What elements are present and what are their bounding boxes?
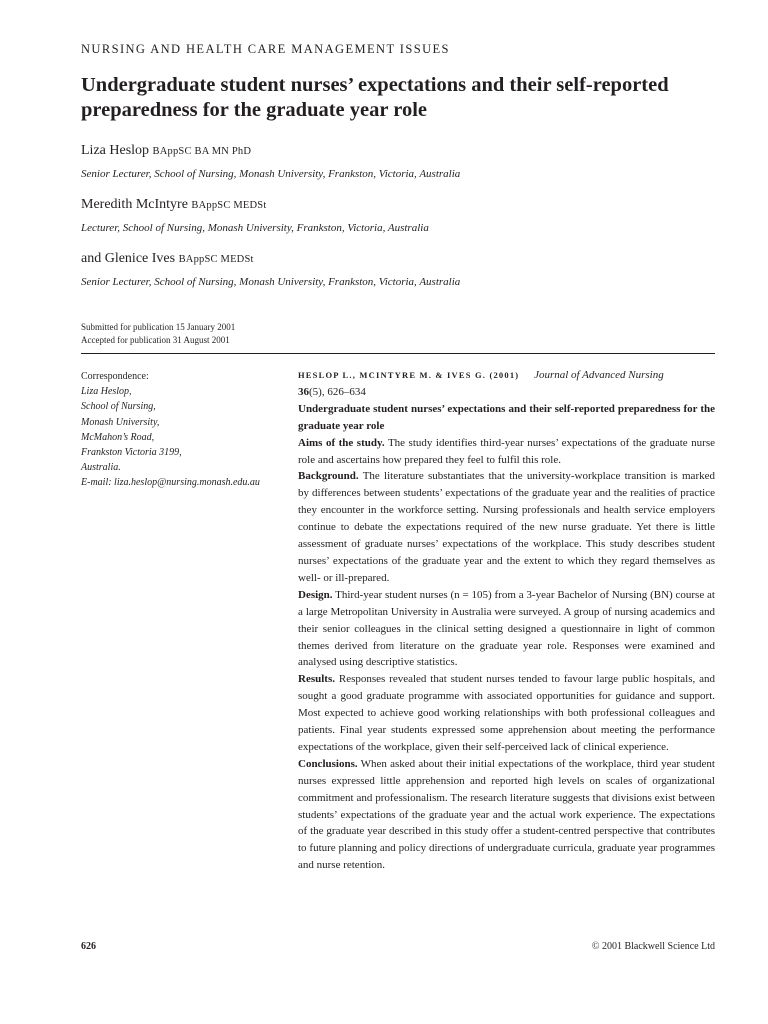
abstract bbox=[298, 367, 715, 874]
author-name: Meredith McIntyre bbox=[81, 197, 188, 212]
accepted-date: Accepted for publication 31 August 2001 bbox=[81, 335, 230, 345]
author-block bbox=[81, 142, 721, 181]
divider bbox=[81, 353, 715, 354]
section-heading: Aims of the study. bbox=[298, 436, 385, 449]
correspondence-block bbox=[81, 369, 260, 491]
author-name: and Glenice Ives bbox=[81, 251, 176, 266]
author-degrees: BAppSC MEDSt bbox=[178, 254, 254, 265]
page-number: 626 bbox=[81, 941, 96, 952]
abstract-section-background bbox=[298, 468, 715, 586]
abstract-title: Undergraduate student nurses’ expectations and their self-reported preparedness for the graduate year role bbox=[298, 402, 715, 432]
correspondence-line: McMahon’s Road, bbox=[81, 431, 155, 443]
author-affiliation: Senior Lecturer, School of Nursing, Monash University, Frankston, Victoria, Australia bbox=[81, 168, 461, 180]
author-name: Liza Heslop bbox=[81, 143, 150, 158]
correspondence-email[interactable]: E-mail: liza.heslop@nursing.monash.edu.au bbox=[81, 477, 260, 489]
abstract-section-aims bbox=[298, 435, 715, 469]
section-text: The study identifies third-year nurses’ expectations of the graduate nurse role and ascertains how prepared they feel to fulfil this role. bbox=[298, 436, 715, 466]
correspondence-line: School of Nursing, bbox=[81, 401, 156, 413]
section-text: When asked about their initial expectations of the workplace, third year student nurses expressed little apprehension and reported high levels on scales of organizational commitment and professionalism. The research literature suggests that divisions exist between students’ expectations of the graduate year and the actual work experience. The expectations of the graduate year described in this study offer a student-centred perspective that contributes to future planning and policy directions of undergraduate curricula, graduate year programmes and nurse retention. bbox=[298, 757, 715, 872]
author-affiliation: Senior Lecturer, School of Nursing, Monash University, Frankston, Victoria, Australia bbox=[81, 276, 461, 288]
author-affiliation: Lecturer, School of Nursing, Monash University, Frankston, Victoria, Australia bbox=[81, 222, 429, 234]
author-degrees: BAppSC BA MN PhD bbox=[152, 146, 252, 157]
author-block bbox=[81, 250, 721, 289]
citation-issue-pages: (5), 626–634 bbox=[309, 385, 366, 398]
section-heading: Results. bbox=[298, 673, 335, 686]
section-heading: Conclusions. bbox=[298, 757, 358, 770]
abstract-section-conclusions bbox=[298, 756, 715, 874]
correspondence-heading: Correspondence: bbox=[81, 371, 149, 382]
submitted-date: Submitted for publication 15 January 2001 bbox=[81, 322, 236, 332]
section-text: Third-year student nurses (n = 105) from a 3-year Bachelor of Nursing (BN) course at a large Metropolitan University in Australia were surveyed. A group of nursing academics and their senior colleagues in the clinical setting designed a questionnaire in light of common themes derived from literature on the graduate year role. Responses were examined and analysed using descriptive statistics. bbox=[298, 588, 715, 669]
citation-authors: HESLOP L., MCINTYRE M. & IVES G. (2001) bbox=[298, 370, 520, 380]
correspondence-line: Frankston Victoria 3199, bbox=[81, 447, 182, 459]
author-block bbox=[81, 196, 721, 235]
author-degrees: BAppSC MEDSt bbox=[191, 200, 267, 211]
publication-dates bbox=[81, 321, 235, 347]
section-text: The literature substantiates that the university-workplace transition is marked by differences between students’ expectations of the graduate year and the realities of practice they encounter in the workforce setting. Nursing professionals and health service employers continue to debate the expectations required of the new nurse graduate. Yet there is little assessment of graduate nurses’ expectations of the workplace. This study describes student nurses’ expectations of the graduate year and the extent to which they regard themselves as well- or ill-prepared. bbox=[298, 470, 715, 584]
correspondence-line: Australia. bbox=[81, 462, 121, 474]
section-header: NURSING AND HEALTH CARE MANAGEMENT ISSUES bbox=[81, 42, 450, 56]
correspondence-line: Liza Heslop, bbox=[81, 386, 132, 398]
section-heading: Background. bbox=[298, 470, 359, 483]
copyright: © 2001 Blackwell Science Ltd bbox=[591, 941, 715, 952]
article-title: Undergraduate student nurses’ expectations and their self-reported preparedness for the graduate year role bbox=[81, 74, 669, 121]
citation-journal: Journal of Advanced Nursing bbox=[534, 369, 664, 381]
correspondence-line: Monash University, bbox=[81, 416, 160, 428]
abstract-section-design bbox=[298, 587, 715, 672]
abstract-section-results bbox=[298, 671, 715, 756]
section-text: Responses revealed that student nurses tended to favour large public hospitals, and sought a good graduate programme with associated opportunities for guidance and support. Most expected to achieve good working relationships with both professional colleagues and patients. Final year students expressed some apprehension about meeting the performance expectations of the workplace, given their self-perceived lack of clinical experience. bbox=[298, 673, 716, 753]
section-heading: Design. bbox=[298, 588, 333, 601]
citation-volume: 36 bbox=[298, 385, 309, 398]
